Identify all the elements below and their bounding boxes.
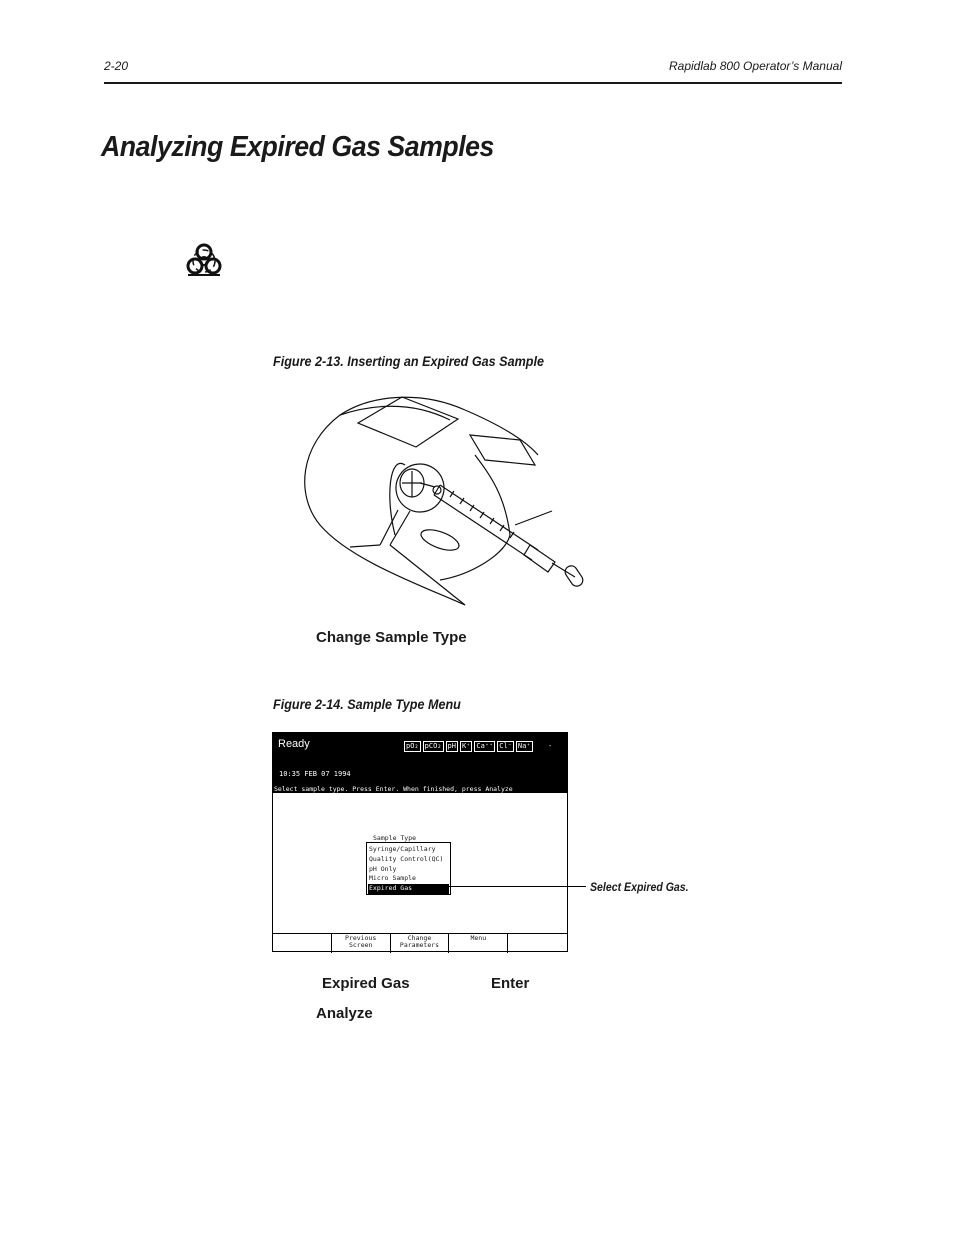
- screen-prompt: Select sample type. Press Enter. When finished, press Analyze: [273, 785, 567, 793]
- menu-option-ph-only[interactable]: pH Only: [369, 865, 397, 873]
- softkey-previous-screen[interactable]: [332, 934, 391, 953]
- softkey-label: Menu: [470, 934, 487, 942]
- callout-select-expired-gas: Select Expired Gas.: [590, 880, 689, 894]
- softkey-5[interactable]: [508, 934, 567, 953]
- sample-type-menu-title: Sample Type: [373, 834, 417, 842]
- parameter-ca[interactable]: Ca⁺⁺: [476, 742, 494, 750]
- parameter-cl[interactable]: Cl⁻: [499, 742, 512, 750]
- sample-type-screen: [272, 732, 568, 952]
- softkey-label: Previous: [345, 934, 377, 942]
- menu-option-syringe-capillary[interactable]: Syringe/Capillary: [369, 845, 436, 853]
- softkey-menu[interactable]: [449, 934, 508, 953]
- parameter-na[interactable]: Na⁺: [517, 742, 531, 750]
- figure-13-caption: Figure 2-13. Inserting an Expired Gas Sample: [273, 353, 544, 369]
- expired-gas-insertion-illustration: [290, 385, 600, 610]
- step-analyze: Analyze: [316, 1005, 373, 1022]
- softkey-label: Screen: [348, 941, 373, 949]
- sample-type-menu: [366, 842, 451, 895]
- parameter-ph[interactable]: pH: [447, 742, 456, 750]
- step-change-sample-type: Change Sample Type: [316, 629, 467, 646]
- softkey-change-parameters[interactable]: [391, 934, 450, 953]
- screen-status-bar: [273, 733, 567, 785]
- page-number: 2-20: [104, 59, 129, 73]
- softkey-label: Change: [407, 934, 432, 942]
- softkey-bar: [273, 933, 567, 953]
- section-title: Analyzing Expired Gas Samples: [101, 131, 494, 163]
- screen-datetime: 10:35 FEB 07 1994: [279, 770, 351, 778]
- menu-option-quality-control[interactable]: Quality Control(QC): [369, 855, 444, 863]
- status-mark: -: [549, 743, 552, 750]
- menu-option-micro-sample[interactable]: Micro Sample: [369, 874, 416, 882]
- parameter-po2[interactable]: pO₂: [406, 742, 419, 750]
- manual-title: Rapidlab 800 Operator’s Manual: [669, 59, 842, 73]
- parameter-pco2[interactable]: pCO₂: [424, 742, 442, 750]
- step-expired-gas: Expired Gas: [322, 975, 410, 992]
- softkey-label: Parameters: [399, 941, 440, 949]
- biohazard-icon: [184, 241, 224, 279]
- menu-option-expired-gas[interactable]: Expired Gas: [368, 884, 449, 894]
- header-rule: [104, 82, 842, 84]
- callout-line: [448, 886, 586, 887]
- softkey-1[interactable]: [273, 934, 332, 953]
- parameter-k[interactable]: K⁺: [461, 742, 471, 750]
- parameter-list: [404, 741, 535, 752]
- step-enter: Enter: [491, 975, 530, 992]
- status-ready: Ready: [278, 738, 310, 750]
- figure-14-caption: Figure 2-14. Sample Type Menu: [273, 696, 461, 712]
